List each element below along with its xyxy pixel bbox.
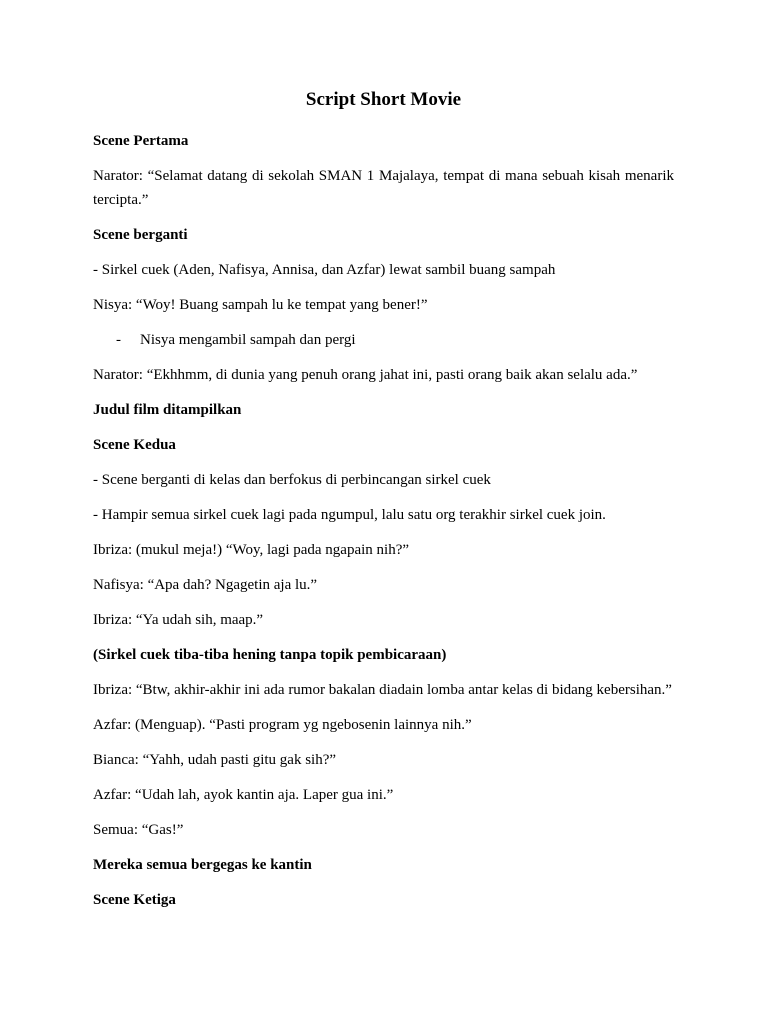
script-line: Nafisya: “Apa dah? Ngagetin aja lu.” (93, 577, 318, 593)
script-line: - Scene berganti di kelas dan berfokus di perbincangan sirkel cuek (93, 472, 491, 488)
scene-heading: (Sirkel cuek tiba-tiba hening tanpa topik pembicaraan) (93, 647, 447, 663)
scene-heading: Scene Ketiga (93, 892, 176, 908)
bullet-text: Nisya mengambil sampah dan pergi (140, 332, 356, 348)
script-line: Narator: “Selamat datang di sekolah SMAN 1 Majalaya, tempat di mana sebuah kisah menarik tercipta.” (93, 168, 674, 208)
scene-heading: Scene berganti (93, 227, 188, 243)
document-title: Script Short Movie (305, 89, 462, 110)
bullet-item (93, 328, 674, 352)
script-line: Ibriza: “Btw, akhir-akhir ini ada rumor bakalan diadain lomba antar kelas di bidang kebersihan.” (93, 682, 672, 698)
script-line: Azfar: “Udah lah, ayok kantin aja. Laper gua ini.” (93, 787, 394, 803)
script-line: Nisya: “Woy! Buang sampah lu ke tempat yang bener!” (93, 297, 428, 313)
script-line: - Sirkel cuek (Aden, Nafisya, Annisa, dan Azfar) lewat sambil buang sampah (93, 262, 556, 278)
script-line: Ibriza: (mukul meja!) “Woy, lagi pada ngapain nih?” (93, 542, 410, 558)
document-body (93, 87, 674, 923)
scene-heading: Scene Pertama (93, 133, 189, 149)
script-line: Bianca: “Yahh, udah pasti gitu gak sih?” (93, 752, 337, 768)
bullet-marker: - (116, 332, 121, 348)
script-line: - Hampir semua sirkel cuek lagi pada ngumpul, lalu satu org terakhir sirkel cuek join. (93, 507, 606, 523)
scene-heading: Scene Kedua (93, 437, 176, 453)
scene-heading: Mereka semua bergegas ke kantin (93, 857, 312, 873)
script-line: Ibriza: “Ya udah sih, maap.” (93, 612, 264, 628)
script-line: Semua: “Gas!” (93, 822, 184, 838)
scene-heading: Judul film ditampilkan (93, 402, 242, 418)
script-line: Azfar: (Menguap). “Pasti program yg ngebosenin lainnya nih.” (93, 717, 472, 733)
script-line: Narator: “Ekhhmm, di dunia yang penuh orang jahat ini, pasti orang baik akan selalu ada.” (93, 367, 638, 383)
